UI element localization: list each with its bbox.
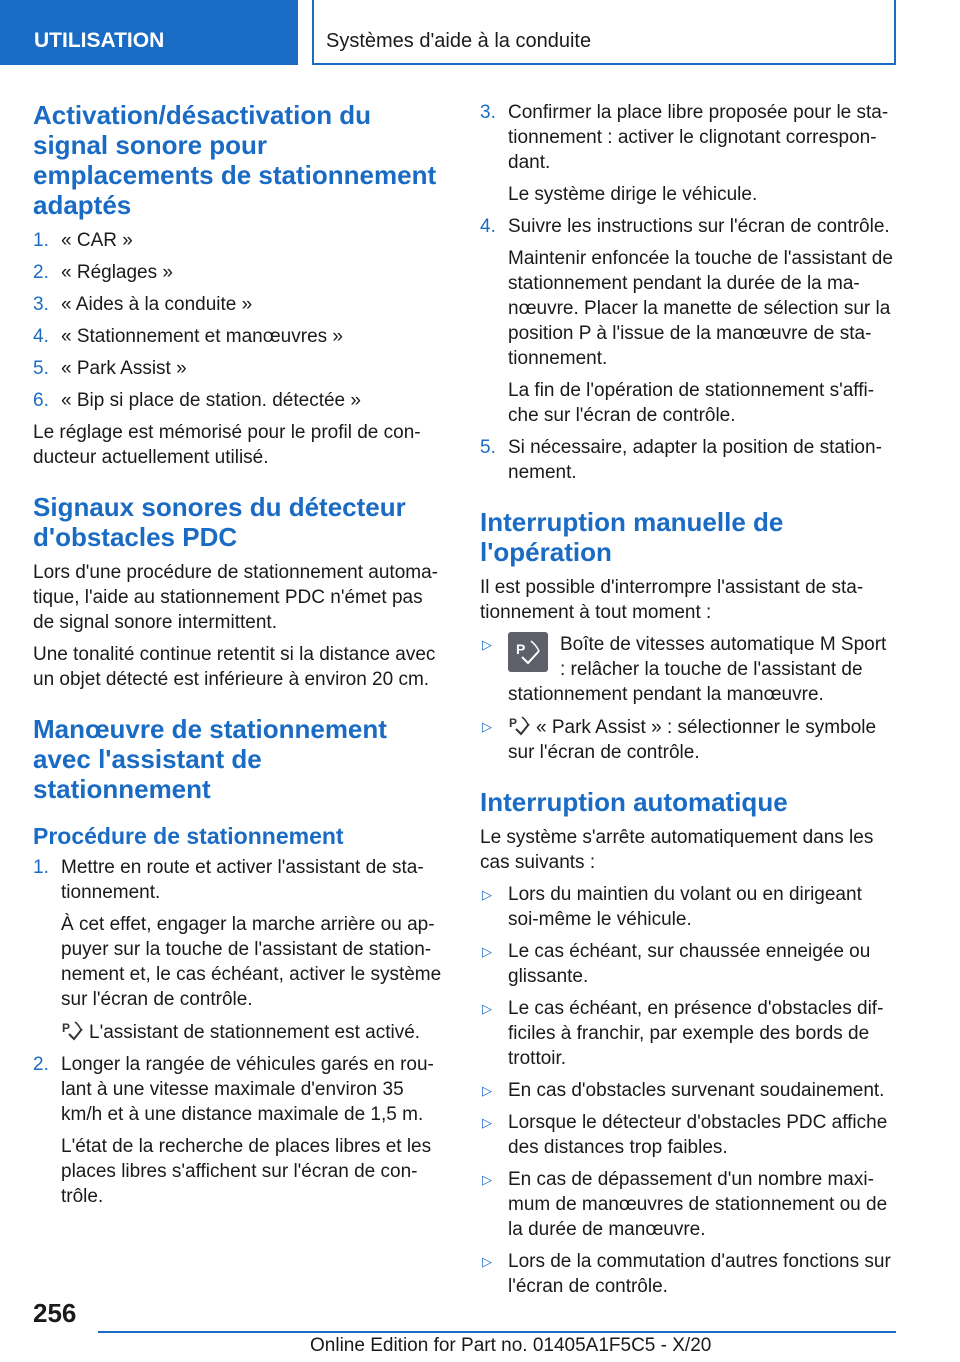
list-item: ▷ P Boîte de vitesses automatique M Sport : relâcher la touche de l'assistant de stationnement pendant la manœuvre. xyxy=(482,634,887,705)
manual-bullets xyxy=(480,632,896,765)
pdc-paragraph-2: Une tonalité continue retentit si la distance avec un objet détecté est inférieure à environ 20 cm. xyxy=(33,644,436,690)
bullet-triangle-icon: ▷ xyxy=(482,1254,492,1269)
page-number: 256 xyxy=(33,1298,77,1328)
svg-text:P: P xyxy=(516,641,526,657)
list-item: ▷ P « Park Assist » : sélectionner le symbole sur l'écran de contrôle. xyxy=(482,716,877,763)
bullet-triangle-icon: ▷ xyxy=(482,719,492,734)
footer-edition: Online Edition for Part no. 01405A1F5C5 - X/20 xyxy=(310,1335,712,1356)
bullet-triangle-icon: ▷ xyxy=(482,944,492,959)
footer-divider xyxy=(98,1331,896,1333)
auto-paragraph: Le système s'arrête automatiquement dans les cas suivants : xyxy=(480,827,874,873)
procedure-list-continued xyxy=(480,100,896,485)
list-item: 2. « Réglages » xyxy=(33,262,173,283)
bullet-triangle-icon: ▷ xyxy=(482,1172,492,1187)
park-assist-icon xyxy=(508,714,530,736)
list-item: 1. Mettre en route et activer l'assistant de stationnement. À cet effet, engager la marche arrière ou appuyer sur la touche de l'assistant de stationnement et, le cas échéant, activer le système sur l'écran de contrôle. P L'assistant de stationnement est activé. xyxy=(33,857,442,1043)
list-item: 5. « Park Assist » xyxy=(33,358,187,379)
svg-text:P: P xyxy=(509,716,518,730)
list-item: ▷ Lors du maintien du volant ou en dirigeant soi-même le véhicule. xyxy=(482,884,862,930)
list-item: 3. « Aides à la conduite » xyxy=(33,294,253,315)
list-item: 1. « CAR » xyxy=(33,230,133,251)
heading-procedure: Procédure de stationnement xyxy=(33,823,344,849)
list-item: 6. « Bip si place de station. détectée » xyxy=(33,390,361,411)
bullet-triangle-icon: ▷ xyxy=(482,1001,492,1016)
manual-paragraph: Il est possible d'interrompre l'assistant de stationnement à tout moment : xyxy=(480,577,864,623)
memo-paragraph: Le réglage est mémorisé pour le profil de conducteur actuellement utilisé. xyxy=(33,422,421,468)
right-column xyxy=(480,100,896,1306)
list-item: 2. Longer la rangée de véhicules garés en roulant à une vitesse maximale d'environ 35 km/h et à une distance maximale de 1,5 m. L'état de la recherche de places libres et les places libres s'affichent sur l'écran de contrôle. xyxy=(33,1054,434,1207)
bullet-triangle-icon: ▷ xyxy=(482,637,492,652)
heading-manual-interruption: Interruption manuelle de l'opération xyxy=(480,507,784,567)
list-item: ▷ Lors de la commutation d'autres fonctions sur l'écran de contrôle. xyxy=(482,1251,891,1297)
heading-activation: Activation/désactivation du signal sonore pour emplacements de stationnement adaptés xyxy=(33,100,437,220)
menu-steps-list xyxy=(33,228,445,413)
park-assist-icon xyxy=(61,1019,83,1041)
svg-text:P: P xyxy=(62,1021,71,1035)
list-item: ▷ En cas d'obstacles survenant soudainement. xyxy=(482,1080,885,1101)
pdc-paragraph-1: Lors d'une procédure de stationnement automatique, l'aide au stationnement PDC n'émet pas de signal sonore intermittent. xyxy=(33,562,438,633)
heading-pdc: Signaux sonores du détecteur d'obstacles PDC xyxy=(33,492,406,552)
heading-auto-interruption: Interruption automatique xyxy=(480,787,788,817)
list-item: 3. Confirmer la place libre proposée pour le stationnement : activer le clignotant correspondant. Le système dirige le véhicule. xyxy=(480,102,889,205)
list-item: 4. « Stationnement et manœuvres » xyxy=(33,326,343,347)
procedure-list xyxy=(33,855,445,1209)
list-item: ▷ Le cas échéant, sur chaussée enneigée ou glissante. xyxy=(482,941,871,987)
park-assist-button-icon xyxy=(508,632,548,672)
bullet-triangle-icon: ▷ xyxy=(482,887,492,902)
list-item: 5. Si nécessaire, adapter la position de stationnement. xyxy=(480,437,882,483)
section-title: Systèmes d'aide à la conduite xyxy=(312,0,896,65)
chapter-tab: UTILISATION xyxy=(0,0,298,65)
bullet-triangle-icon: ▷ xyxy=(482,1115,492,1130)
left-column xyxy=(33,100,445,1216)
list-item: ▷ Le cas échéant, en présence d'obstacles difficiles à franchir, par exemple des bords de trottoir. xyxy=(482,998,884,1069)
bullet-triangle-icon: ▷ xyxy=(482,1083,492,1098)
auto-bullets xyxy=(480,882,896,1299)
list-item: ▷ Lorsque le détecteur d'obstacles PDC affiche des distances trop faibles. xyxy=(482,1112,888,1158)
list-item: ▷ En cas de dépassement d'un nombre maximum de manœuvres de stationnement ou de la durée de manœuvre. xyxy=(482,1169,888,1240)
list-item: 4. Suivre les instructions sur l'écran de contrôle. Maintenir enfoncée la touche de l'assistant de stationnement pendant la durée de la manœuvre. Placer la manette de sélection sur la position P à l'issue de la manœuvre de stationnement. La fin de l'opération de stationnement s'affiche sur l'écran de contrôle. xyxy=(480,216,893,426)
heading-manoeuvre: Manœuvre de stationnement avec l'assistant de stationnement xyxy=(33,714,387,804)
